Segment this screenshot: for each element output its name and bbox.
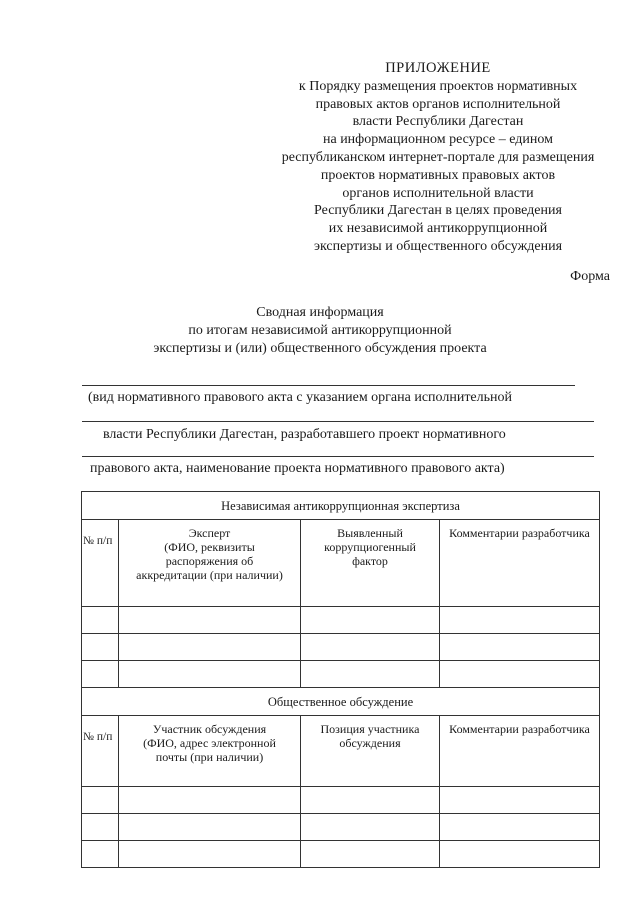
table-cell[interactable] — [82, 607, 119, 634]
header-line: Эксперт — [188, 526, 231, 540]
appendix-line: правовых актов органов исполнительной — [315, 96, 561, 112]
blank-caption: правового акта, наименование проекта нормативного правового акта) — [90, 461, 505, 476]
appendix-line: экспертизы и общественного обсуждения — [313, 238, 563, 254]
table-cell[interactable] — [82, 787, 119, 814]
appendix-line: Республики Дагестан в целях проведения — [314, 203, 562, 219]
table-cell[interactable] — [119, 787, 301, 814]
table-cell[interactable] — [119, 607, 301, 634]
blank-caption: власти Республики Дагестан, разработавшего проект нормативного — [103, 427, 506, 442]
summary-title-line: Сводная информация — [256, 305, 384, 320]
table-cell[interactable] — [82, 841, 119, 868]
table-cell[interactable] — [301, 841, 440, 868]
table-cell[interactable] — [82, 634, 119, 661]
table-cell[interactable] — [119, 814, 301, 841]
blank-line — [82, 385, 575, 386]
column-header-position — [301, 716, 440, 787]
table-cell[interactable] — [301, 607, 440, 634]
table-row — [82, 634, 600, 661]
appendix-block — [262, 60, 614, 256]
header-line: коррупциогенный — [324, 540, 416, 554]
table-cell[interactable] — [301, 814, 440, 841]
blank-line — [82, 421, 594, 422]
table-cell[interactable] — [82, 661, 119, 688]
form-label: Форма — [570, 269, 610, 284]
header-line: аккредитации (при наличии) — [136, 568, 283, 582]
column-header-comments: Комментарии разработчика — [440, 520, 600, 607]
table-cell[interactable] — [301, 787, 440, 814]
table-row — [82, 787, 600, 814]
table-cell[interactable] — [119, 841, 301, 868]
appendix-heading: ПРИЛОЖЕНИЕ — [385, 60, 491, 76]
header-line: почты (при наличии) — [155, 750, 264, 764]
appendix-line: органов исполнительной власти — [342, 185, 534, 201]
column-header-comments: Комментарии разработчика — [440, 716, 600, 787]
appendix-line: власти Республики Дагестан — [352, 114, 524, 130]
blank-caption: (вид нормативного правового акта с указанием органа исполнительной — [88, 390, 513, 405]
summary-title — [100, 304, 540, 358]
table-row — [82, 607, 600, 634]
appendix-line: на информационном ресурсе – едином — [322, 132, 553, 148]
header-line: распоряжения об — [165, 554, 254, 568]
appendix-line: республиканском интернет-портале для размещения — [281, 149, 595, 165]
column-header-number: № п/п — [82, 716, 119, 787]
summary-title-line: экспертизы и (или) общественного обсуждения проекта — [153, 341, 487, 356]
table-cell[interactable] — [119, 634, 301, 661]
summary-table — [81, 491, 600, 868]
section-title-expertise: Независимая антикоррупционная экспертиза — [82, 492, 600, 520]
table-row — [82, 841, 600, 868]
header-line: (ФИО, реквизиты — [164, 540, 255, 554]
header-line: Выявленный — [337, 526, 403, 540]
table-cell[interactable] — [301, 634, 440, 661]
column-header-factor — [301, 520, 440, 607]
header-line: обсуждения — [339, 736, 401, 750]
header-line: фактор — [352, 554, 388, 568]
table-cell[interactable] — [440, 787, 600, 814]
summary-title-line: по итогам независимой антикоррупционной — [188, 323, 452, 338]
table-cell[interactable] — [440, 634, 600, 661]
appendix-line: их независимой антикоррупционной — [328, 221, 548, 237]
blank-line — [82, 456, 594, 457]
header-line: (ФИО, адрес электронной — [143, 736, 276, 750]
header-line: Позиция участника — [320, 722, 420, 736]
column-header-expert — [119, 520, 301, 607]
section-title-discussion: Общественное обсуждение — [82, 688, 600, 716]
table-row — [82, 661, 600, 688]
table-cell[interactable] — [301, 661, 440, 688]
table-cell[interactable] — [440, 814, 600, 841]
appendix-line: проектов нормативных правовых актов — [320, 167, 556, 183]
column-header-participant — [119, 716, 301, 787]
appendix-line: к Порядку размещения проектов нормативных — [298, 78, 578, 94]
table-cell[interactable] — [440, 841, 600, 868]
header-line: Участник обсуждения — [152, 722, 267, 736]
table-cell[interactable] — [440, 607, 600, 634]
column-header-number: № п/п — [82, 520, 119, 607]
table-cell[interactable] — [119, 661, 301, 688]
table-row — [82, 814, 600, 841]
table-cell[interactable] — [82, 814, 119, 841]
table-cell[interactable] — [440, 661, 600, 688]
